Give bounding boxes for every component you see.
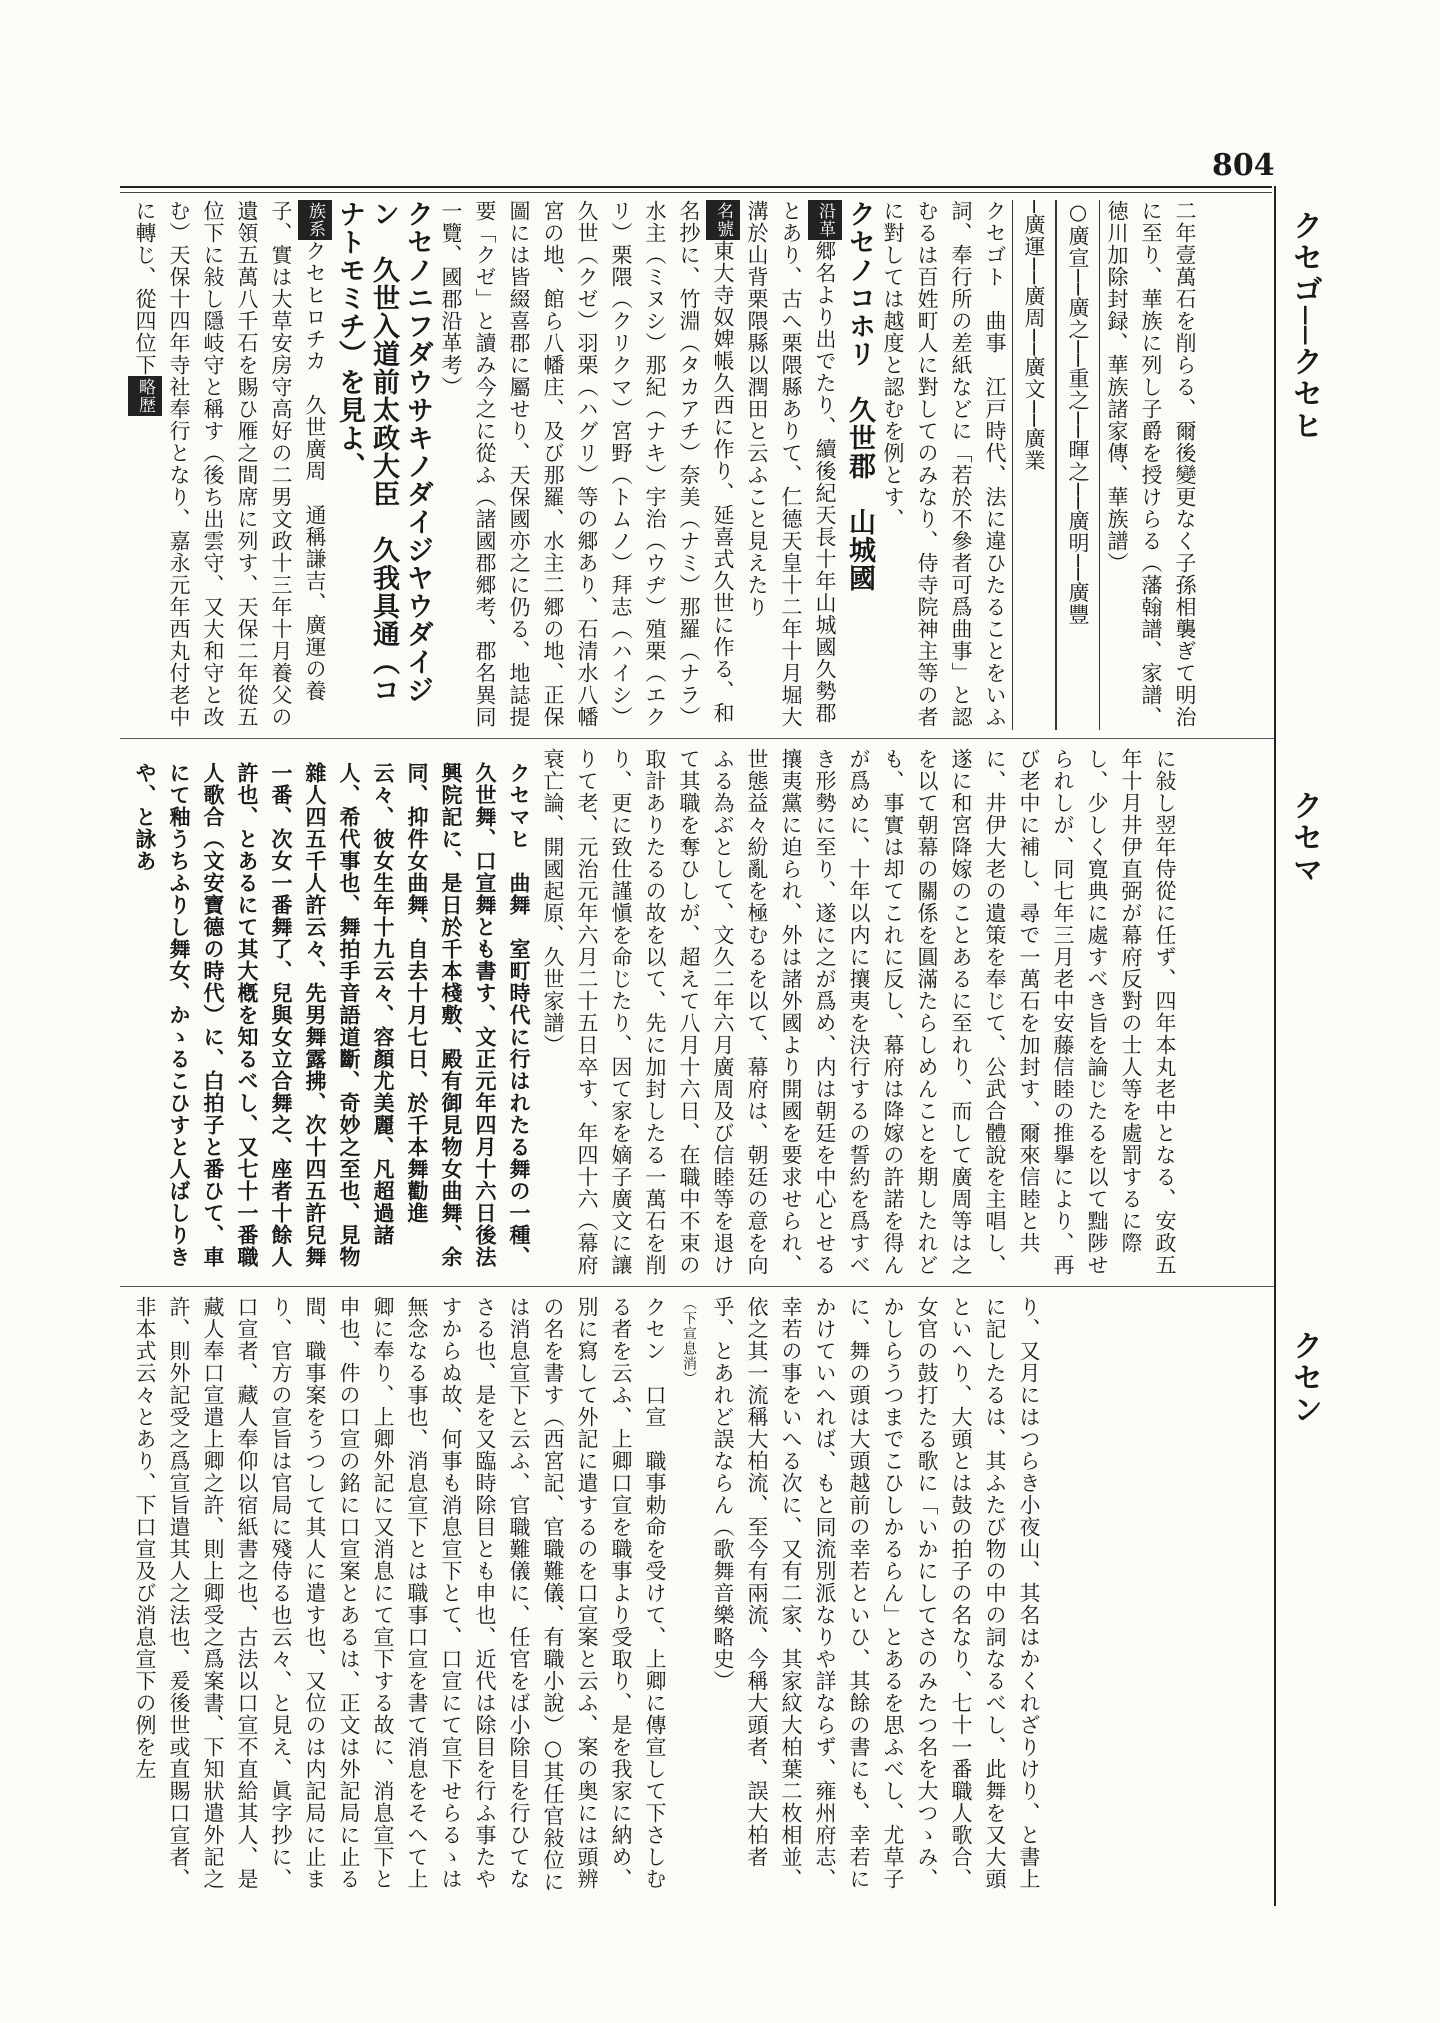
tag-eryaku: 沿革 [808, 200, 842, 240]
entry-kuse-nyudo: クセノニフダウサキノダイジヤウダイジン 久世入道前太政大臣 久我具通（コ ナトモミチ）を見よ、 [334, 200, 433, 704]
genealogy-line-2: ─廣運──廣周──廣文──廣業 [1012, 200, 1056, 730]
band-2 [128, 748, 1266, 1278]
band-2-text [128, 748, 1182, 1278]
paragraph-1: 二年壹萬石を削らる、爾後變更なく子孫相襲ぎて明治に至り、華族に列し子爵を授けらる（藩翰譜、家譜、徳川加除封録、華族諸家傳、華族譜） [1105, 200, 1197, 728]
entry-kusenokohori-eryaku: 沿革郷名より出でたり、續後紀天長十年山城國久勢郡とあり、古へ栗隈縣ありて、仁德天皇十二年十月堀大溝於山背栗隈縣以潤田と云ふこと見えたり [740, 200, 842, 730]
entry-kusenokohori-body: 名號東大寺奴婢帳久西に作り、延喜式久世に作る、和名抄に、竹淵（タカアチ）奈美（ナミ）那羅（ナラ）水主（ミヌシ）那紀（ナキ）宇治（ウヂ）殖栗（エクリ）栗隈（クリクマ）宮野（トムノ）拜志（ハイシ）久世（クゼ）羽栗（ハグリ）等の郷あり、石清水八幡宮の地、館ら八幡庄、及び那羅、水主二郷の地、正保圖には皆綴喜郡に屬せり、天保國亦之に仍る、地誌提要「クゼ」と讀み今之に從ふ（諸國郡郷考、郡名異同一覽、國郡沿革考） [434, 200, 740, 730]
note-shosoku-senge: （下宣息消） [681, 1296, 697, 1386]
band-1-text [128, 200, 1202, 730]
band-3 [128, 1296, 1266, 1896]
band-3-text [128, 1296, 1046, 1896]
top-rule [120, 186, 1272, 188]
paragraph-kuse-cont: に敍し翌年侍從に任ず、四年本丸老中となる、安政五年十月井伊直弼が幕府反對の士人等を處罰するに際し、少しく寛典に處すべき旨を論じたるを以て黜陟せられしが、同七年三月老中安藤信睦の推擧により、再び老中に補し、尋で一萬石を加封す、爾來信睦と共に、井伊大老の遺策を奉じて、公武合體說を主唱し、遂に和宮降嫁のことあるに至れり、而して廣周等は之を以て朝幕の關係を圓滿たらしめんことを期したれども、事實は却てこれに反し、幕府は降嫁の許諾を得んが爲めに、十年以内に攘夷を決行するの誓約を爲すべき形勢に至り、遂に之が爲め、内は朝廷を中心とせる攘夷黨に迫られ、外は諸外國より開國を要求せられ、世態益々紛亂を極むるを以て、幕府は、朝廷の意を向ふる為ぶとして、文久二年六月廣周及び信睦等を退けて其職を奪ひしが、超えて八月十六日、在職中不束の取計ありたるの故を以て、先に加封したる一萬石を削り、更に致仕謹愼を命じたり、因て家を嫡子廣文に讓りて老、元治元年六月二十五日卒す、年四十六（幕府衰亡論、開國起原、久世家譜） [541, 748, 1177, 1276]
margin-index-top: クセゴ──クセヒ [1287, 210, 1322, 443]
page-number: 804 [1212, 148, 1275, 183]
paragraph-kusemahi-cont: り、又月にはつらき小夜山、其名はかくれざりけり、と書上に記したるは、其ふたび物の中の詞なるべし、此舞を又大頭といへり、大頭とは鼓の拍子の名なり、七十一番職人歌合、女官の鼓打たる歌に「いかにしてさのみたつ名を大つゝみ、かしらうつまでこひしかるらん」とあるを思ふべし、尤草子に、舞の頭は大頭越前の幸若といひ、其餘の書にも、幸若にかけていへれば、もと同流別派なりや詳ならず、雍州府志、幸若の事をいへる次に、又有二家、其家紋大柏葉二枚相並、依之其一流稱大柏流、至今有兩流、今稱大頭者、誤大柏者乎、とあれど誤ならん（歌舞音樂略史） [711, 1296, 1041, 1890]
band-1 [128, 200, 1266, 730]
tag-kasei: 族系 [298, 200, 332, 240]
inner-rule [120, 192, 1272, 193]
entry-kusenokohori-head: クセノコホリ 久世郡 山城國 [844, 200, 875, 592]
entry-kusen: クセン 口宣 職事勅命を受けて、上卿に傳宣して下さしむる者を云ふ、上卿口宣を職事より受取り、是を我家に納め、別に寫して外記に遣するのを口宣案と云ふ、案の奥には頭辨の名を書す（西宮記、官職難儀、有職小說）○其任官敍位には消息宣下と云ふ、官職難儀に、任官をば小除目を行ひてなさる也、是を又臨時除目とも申也、近代は除目を行ふ事たやすからぬ故、何事も消息宣下とて、口宣にて宣下せらるゝは無念なる事也、消息宣下とは職事口宣を書て消息をそへて上卿に奉り、上卿外記に又消息にて宣下する故に、消息宣下と申也、件の口宣の銘に口宣案とあるは、正文は外記局に止る間、職事案をうつして其人に遣す也、又位のは内記局に止まり、官方の宣旨は官局に殘侍る也云々、と見え、眞字抄に、口宣者、藏人奉仰以宿紙書之也、古法以口宣不直給其人、是藏人奉口宣遣上卿之許、則上卿受之爲案書、下知狀遣外記之許、則外記受之爲宣旨遣其人之法也、爰後世或直賜口宣者、非本式云々とあり、下口宣及び消息宣下の例を左 [133, 1296, 667, 1893]
tag-shoji: 略歷 [128, 376, 162, 416]
entry-kusemahi: クセマヒ 曲舞 室町時代に行はれたる舞の一種、久世舞、口宣舞とも書す、文正元年四月十六日後法興院記に、是日於千本棧敷、殿有御見物女曲舞、余同、抑件女曲舞、自去十月七日、於千本舞勸進云々、彼女生年十九云々、容顏尤美麗、凡超過諸人、希代事也、舞拍手音語道斷、奇妙之至也、見物雜人四五千人許云々、先男舞露拂、次十四五許兒舞一番、次女一番舞了、兒與女立合舞之、座者十餘人許也、とあるにて其大槪を知るべし、又七十一番職人歌合（文安寶德の時代）に、白拍子と番ひて、車にて釉うちふりし舞女、かゝるこひすと人ばしりきや、と詠あ [133, 762, 532, 1268]
band-divider-2 [120, 1286, 1274, 1287]
margin-rule [1274, 186, 1276, 1906]
entry-kusegoto: クセゴト 曲事 江戸時代、法に違ひたることをいふ詞、奉行所の差紙などに「若於不參者可爲曲事」と認むるは百姓町人に對してのみなり、侍寺院神主等の者に對しては越度と認むを例とす、 [881, 200, 1007, 728]
margin-index-bottom: クセン [1287, 1330, 1322, 1426]
tag-meisho: 名號 [706, 200, 740, 240]
genealogy-line-1: ○廣宣──廣之──重之──暉之──廣明──廣豐 [1056, 200, 1100, 730]
band-divider-1 [120, 738, 1274, 739]
entry-kusehirochika: 族系クセヒロチカ 久世廣周 通稱謙吉、廣運の養子、實は大草安房守高好の二男文政十三年十月養父の遺領五萬八千石を賜ひ雁之間席に列す、天保二年從五位下に敍し隱岐守と稱す（後ち出雲守、又大和守と改む）天保十四年寺社奉行となり、嘉永元年西丸付老中に轉じ、從四位下略歷 [128, 200, 332, 730]
margin-index-middle: クセマ [1287, 790, 1322, 886]
